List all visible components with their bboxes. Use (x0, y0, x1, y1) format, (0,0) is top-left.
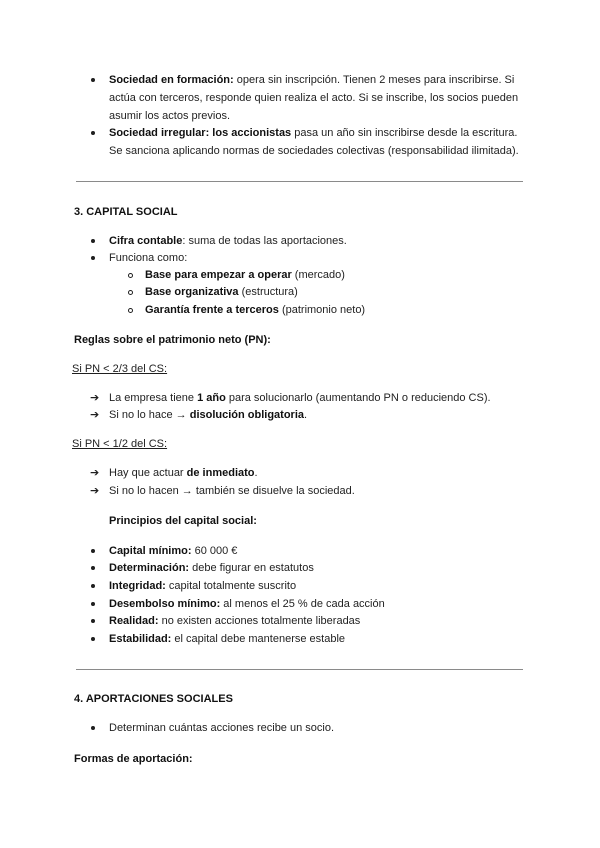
funciona-line: Funciona como: (109, 252, 188, 264)
reglas-heading (74, 333, 271, 347)
cifra-term: Cifra contable (109, 235, 183, 247)
bullet-dot (91, 619, 95, 623)
bullet-dot (91, 239, 95, 243)
arrow-icon: ➔ (90, 485, 100, 497)
sub-term: Garantía frente a terceros (145, 304, 279, 316)
principio-item-2 (109, 561, 314, 575)
bullet-dot (91, 256, 95, 260)
section-divider (76, 669, 523, 670)
arrow-icon: ➔ (90, 467, 100, 479)
text: Hay que actuar (109, 467, 187, 479)
text: Si no lo hace → (109, 409, 190, 421)
formas-text: Formas de aportación: (74, 753, 193, 765)
arrow-icon: ➔ (90, 392, 100, 404)
circle-bullet (128, 308, 133, 313)
si-12-action-2: Si no lo hacen → también se disuelve la sociedad. (109, 485, 355, 497)
bullet-dot (91, 584, 95, 588)
bullet-dot (91, 602, 95, 606)
principios-text: Principios del capital social: (109, 515, 257, 527)
principio-term: Estabilidad: (109, 633, 172, 645)
bullet-dot (91, 637, 95, 641)
principio-text: debe figurar en estatutos (189, 562, 314, 574)
circle-bullet (128, 273, 133, 278)
principio-text: 60 000 € (191, 545, 238, 557)
irregular-term: Sociedad irregular: los accionistas (109, 127, 292, 139)
text: para solucionarlo (aumentando PN o reduciendo CS). (225, 392, 491, 404)
formacion-line-1 (109, 73, 514, 87)
reglas-text: Reglas sobre el patrimonio neto (PN): (74, 334, 271, 346)
bold-text: de inmediato (186, 467, 255, 479)
arrow-icon: ➔ (90, 409, 100, 421)
cifra-line (109, 234, 347, 248)
si-23-action-1 (109, 391, 491, 405)
principio-term: Integridad: (109, 580, 166, 592)
principio-term: Determinación: (109, 562, 190, 574)
principio-text: no existen acciones totalmente liberadas (158, 615, 361, 627)
formacion-term: Sociedad en formación: (109, 74, 234, 86)
sub-item-3 (145, 303, 365, 317)
sub-term: Base organizativa (145, 286, 239, 298)
aportaciones-item: Determinan cuántas acciones recibe un socio. (109, 722, 335, 734)
heading-text: 4. APORTACIONES SOCIALES (74, 693, 233, 705)
sub-text: (estructura) (238, 286, 298, 298)
principio-text: capital totalmente suscrito (165, 580, 297, 592)
cifra-text: : suma de todas las aportaciones. (182, 235, 347, 247)
formacion-line-2: actúa con terceros, responde quien realiza el acto. Si se inscribe, los socios pueden (109, 92, 519, 104)
bold-text: 1 año (197, 392, 226, 404)
bullet-dot (91, 566, 95, 570)
text: La empresa tiene (109, 392, 198, 404)
principio-item-5 (109, 614, 360, 628)
bold-text: disolución obligatoria (189, 409, 304, 421)
principio-item-3 (109, 579, 296, 593)
sub-term: Base para empezar a operar (145, 269, 292, 281)
formas-heading (74, 752, 193, 766)
section-divider (76, 181, 523, 182)
si-12-action-1 (109, 466, 258, 480)
text: . (304, 409, 308, 421)
irregular-line-1 (109, 126, 517, 140)
formacion-line-3: asumir los actos previos. (109, 110, 231, 122)
si-12-label: Si PN < 1/2 del CS: (72, 438, 168, 450)
principios-heading (109, 514, 257, 528)
sub-text: (mercado) (291, 269, 345, 281)
sub-text: (patrimonio neto) (278, 304, 366, 316)
irregular-text-1: pasa un año sin inscribirse desde la escritura. (291, 127, 518, 139)
principio-text: al menos el 25 % de cada acción (220, 598, 385, 610)
sub-item-2 (145, 285, 298, 299)
principio-item-1 (109, 544, 237, 558)
principio-term: Capital mínimo: (109, 545, 192, 557)
principio-text: el capital debe mantenerse estable (171, 633, 346, 645)
principio-term: Desembolso mínimo: (109, 598, 221, 610)
text: . (254, 467, 258, 479)
formacion-text-1: opera sin inscripción. Tienen 2 meses para inscribirse. Si (233, 74, 515, 86)
sub-item-1 (145, 268, 345, 282)
bullet-dot (91, 549, 95, 553)
heading-text: 3. CAPITAL SOCIAL (74, 206, 178, 218)
circle-bullet (128, 290, 133, 295)
si-23-action-2 (109, 408, 307, 422)
principio-item-6 (109, 632, 345, 646)
bullet-dot (91, 726, 95, 730)
principio-item-4 (109, 597, 385, 611)
section-heading-capital (74, 205, 178, 219)
si-23-label: Si PN < 2/3 del CS: (72, 363, 168, 375)
bullet-dot (91, 131, 95, 135)
section-heading-aportaciones (74, 692, 233, 706)
bullet-dot (91, 78, 95, 82)
irregular-line-2: Se sanciona aplicando normas de sociedades colectivas (responsabilidad ilimitada). (109, 145, 519, 157)
principio-term: Realidad: (109, 615, 159, 627)
